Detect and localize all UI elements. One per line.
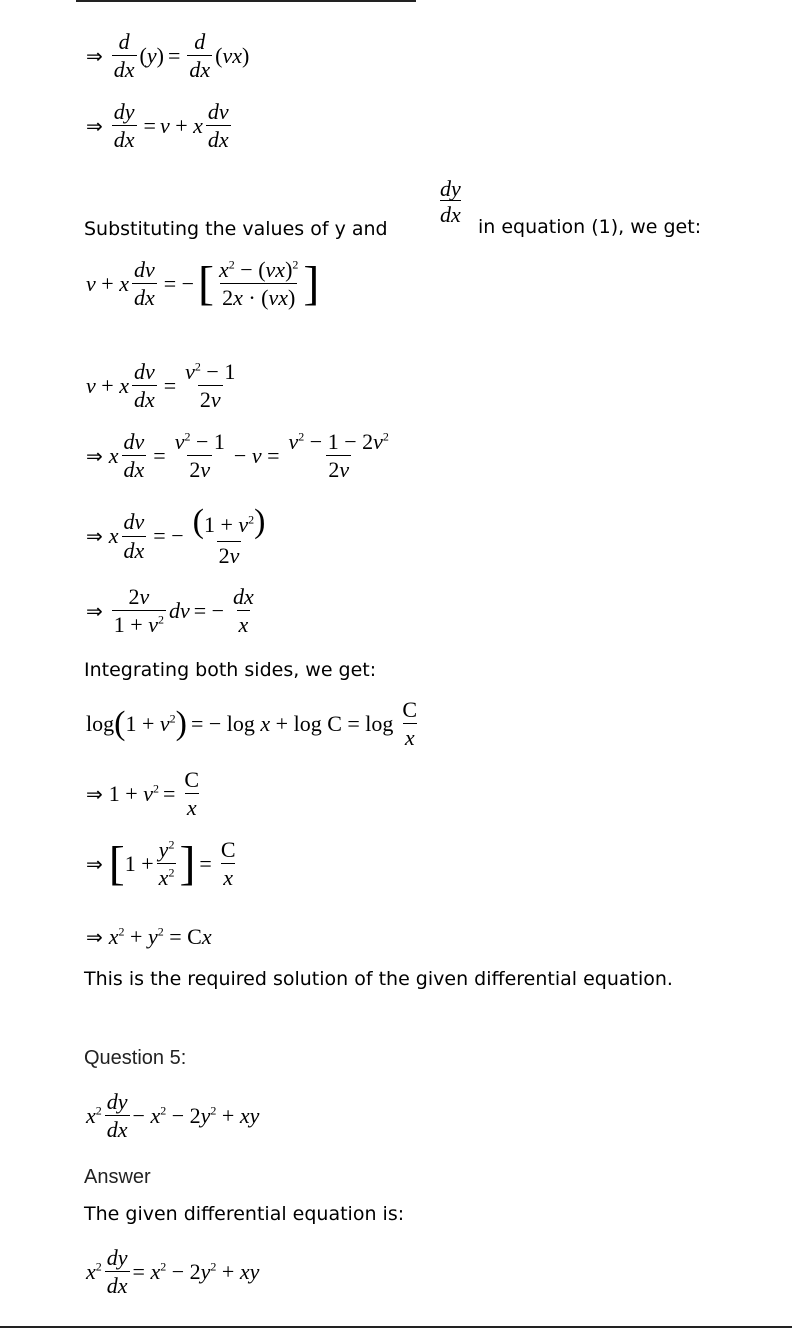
equation-x-dv-dx: ⇒ x $\frac{dv}{dx}$ = $\frac{v^2 - 1}{2v}$ − v = $\frac{v^2 - 1 - 2v^2}{2v}$	[86, 429, 389, 483]
given-equation-text: The given differential equation is:	[84, 1203, 405, 1225]
required-solution-text: This is the required solution of the given differential equation.	[84, 968, 673, 990]
equation-dy-dx-expansion: ⇒ $\frac{dy}{dx}$ = v + x $\frac{dv}{dx}$	[86, 99, 229, 153]
equation-1-plus-v2: ⇒ $1 + v^2$ = $\frac{C}{x}$	[86, 767, 200, 821]
bottom-rule	[0, 1326, 792, 1328]
question-heading: Question 5:	[84, 1047, 187, 1069]
given-differential-equation: $x^2$ $\frac{dy}{dx}$ = $x^2 - 2y^2$ + xy	[86, 1245, 260, 1299]
equation-substituted: v + x $\frac{dv}{dx}$ = − [ $\frac{x^2 - (vx)^2}{2x \cdot (vx)}$ ]	[86, 256, 320, 311]
answer-heading: Answer	[84, 1166, 151, 1188]
integrating-text: Integrating both sides, we get:	[84, 659, 377, 681]
question-5-equation: $x^2$ $\frac{dy}{dx}$ − $x^2 - 2y^2$ + xy	[86, 1089, 260, 1143]
equation-final-solution: ⇒ $x^2 + y^2 = Cx$	[86, 924, 212, 949]
substituting-text-after: in equation (1), we get:	[478, 216, 702, 238]
equation-simplified: v + x $\frac{dv}{dx}$ = $\frac{v^2 - 1}{2v}$	[86, 359, 236, 413]
top-rule	[76, 0, 416, 2]
equation-derivative-y-vx: ⇒ $\frac{d}{dx}$ (y) = $\frac{d}{dx}$ (vx)	[86, 29, 250, 83]
dy-dx-inline-fraction: $\frac{dy}{dx}$	[440, 176, 461, 227]
equation-negative-form: ⇒ x $\frac{dv}{dx}$ = − $\frac{(1 + v^2)}{2v}$	[86, 503, 266, 568]
equation-integrated-log: log ( $1 + v^2$ ) = − log x + log C = log $\frac{C}{x}$	[86, 697, 418, 751]
equation-separated: ⇒ $\frac{2v}{1 + v^2}$ dv = − $\frac{dx}{x}$	[86, 584, 254, 638]
equation-substitute-back: ⇒ [ 1 + $\frac{y^2}{x^2}$ ] = $\frac{C}{x}$	[86, 836, 236, 891]
substituting-text-before: Substituting the values of y and	[84, 218, 388, 240]
